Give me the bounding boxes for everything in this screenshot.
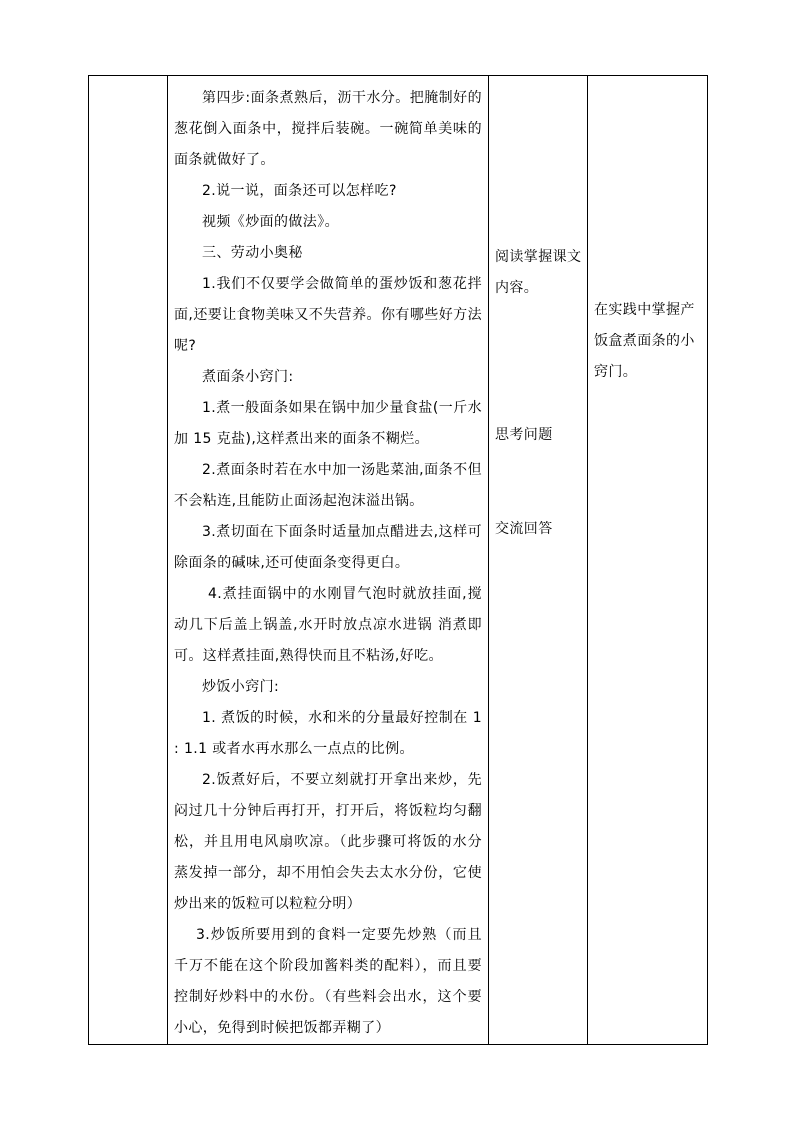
nutrition-question: 1.我们不仅要学会做简单的蛋炒饭和葱花拌面,还要让食物美味又不失营养。你有哪些好方法呢? [174,276,482,354]
student-activity-think: 思考问题 [495,427,553,443]
student-activity-read: 阅读掌握课文内容。 [495,249,582,296]
lesson-plan-table [88,75,708,1045]
noodle-tip-1: 1.煮一般面条如果在锅中加少量食盐(一斤水加 15 克盐),这样煮出来的面条不糊烂。 [174,400,482,447]
design-intent-cell [588,76,708,1045]
student-activity-share: 交流回答 [495,521,553,537]
fried-rice-tip-1: 1. 煮饭的时候，水和米的分量最好控制在 1 : 1.1 或者水再水那么一点点的比例。 [174,710,482,757]
noodle-tips-heading: 煮面条小窍门: [202,369,294,385]
step-four-paragraph: 第四步:面条煮熟后，沥干水分。把腌制好的葱花倒入面条中，搅拌后装碗。一碗简单美味的面条就做好了。 [174,90,482,168]
noodle-tip-2: 2.煮面条时若在水中加一汤匙菜油,面条不但不会粘连,且能防止面汤起泡沫溢出锅。 [174,462,482,509]
noodle-tip-3: 3.煮切面在下面条时适量加点醋进去,这样可除面条的碱味,还可使面条变得更白。 [174,524,482,571]
section-heading-labor-secrets: 三、劳动小奥秘 [202,245,303,261]
student-activity-cell [489,76,588,1045]
fried-rice-tip-2: 2.饭煮好后，不要立刻就打开拿出来炒，先闷过几十分钟后再打开，打开后，将饭粒均匀翻松，并且用电风扇吹凉。（此步骤可将饭的水分蒸发掉一部分，却不用怕会失去太水分份，它使炒出来的饭粒可以粒粒分明） [174,772,482,912]
fried-rice-tips-heading: 炒饭小窍门: [202,679,280,695]
teaching-content-cell [168,76,489,1045]
noodle-question: 2.说一说，面条还可以怎样吃? [202,183,397,199]
design-intent-text: 在实践中掌握产饭盒煮面条的小窍门。 [594,302,695,380]
video-title: 视频《炒面的做法》。 [202,214,339,230]
noodle-tip-4: 4.煮挂面锅中的水刚冒气泡时就放挂面,搅动几下后盖上锅盖,水开时放点凉水进锅 消煮即可。这样煮挂面,熟得快而且不粘汤,好吃。 [174,586,482,664]
fried-rice-tip-3: 3.炒饭所要用到的食料一定要先炒熟（而且千万不能在这个阶段加酱料类的配料），而且要控制好炒料中的水份。（有些料会出水，这个要小心，免得到时候把饭都弄糊了） [174,927,482,1036]
empty-first-column [89,76,168,1045]
